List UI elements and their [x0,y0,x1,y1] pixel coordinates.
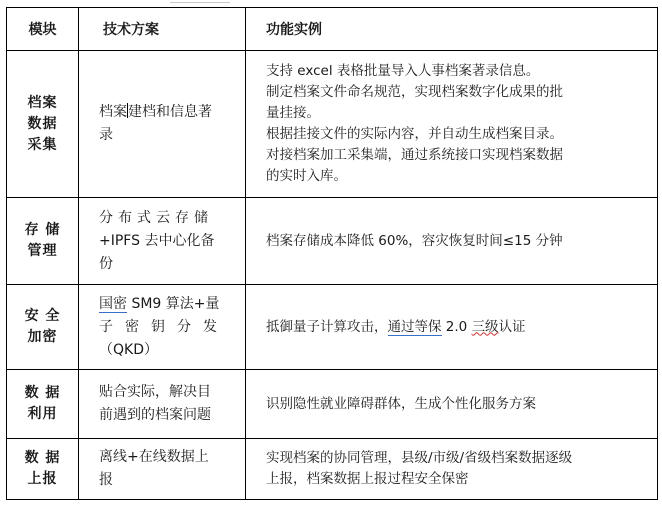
func-line: 根据挂接文件的实际内容，并自动生成档案目录。 [266,126,563,142]
tech-cell [79,198,246,285]
tech-line: 录 [99,127,113,143]
module-line: 存 储 [24,222,61,238]
module-line: 安 全 [24,308,61,324]
func-cell [246,51,658,198]
tech-text: 建档和信息著 [128,104,212,120]
table-header-row [7,8,658,51]
module-line: 数据 [27,115,58,132]
table-row [7,439,658,500]
tech-line: 分布式云存储 [99,209,213,226]
func-cell [246,285,658,370]
func-text: 认证 [498,318,526,335]
tech-cell [79,285,246,370]
func-line: 制定档案文件命名规范，实现档案数字化成果的批 [266,84,563,100]
func-line: 对接档案加工采集端，通过系统接口实现档案数据 [266,147,563,163]
tech-line: +IPFS 去中心化备 [99,232,215,249]
module-cell [7,51,79,198]
table-row [7,370,658,439]
tech-cell [79,439,246,500]
tech-line: 贴合实际，解决目 [99,384,211,400]
tech-spec-table [6,7,658,500]
func-cell [246,198,658,285]
func-line: 量挂接。 [266,105,320,121]
module-line: 利用 [27,406,58,422]
module-line: 数 据 [24,385,61,401]
module-cell [7,198,79,285]
module-line: 采集 [27,136,58,153]
func-text: 2.0 [441,318,472,335]
func-cell [246,439,658,500]
table-row [7,285,658,370]
tech-line [99,293,235,316]
func-text: 通过等保 [387,318,442,335]
table-row [7,51,658,198]
top-border-fragment [170,0,230,3]
func-line: 支持 excel 表格批量导入人事档案著录信息。 [266,63,540,79]
tech-text: 国密 [99,295,127,312]
module-cell [7,439,79,500]
func-text: 抵御量子计算攻击， [266,318,388,335]
tech-cell [79,370,246,439]
header-tech: 技术方案 [79,8,246,51]
tech-line: 子密钥分发 [99,318,229,335]
header-func: 功能实例 [246,8,658,51]
tech-line [99,101,235,124]
func-line: 档案存储成本降低 60%，容灾恢复时间≤15 分钟 [266,232,563,249]
module-line: 上报 [27,471,58,487]
module-line: 档案 [27,94,58,111]
func-line: 的实时入库。 [266,168,347,184]
func-cell [246,370,658,439]
tech-line: 报 [99,472,113,488]
func-text: 三级 [471,318,499,335]
tech-text: 档案 [99,104,127,120]
func-line: 实现档案的协同管理，县级/市级/省级档案数据逐级 [266,450,573,466]
tech-line: 份 [99,255,113,272]
func-line: 识别隐性就业障碍群体，生成个性化服务方案 [266,395,536,412]
tech-line: 离线+在线数据上 [99,449,209,465]
tech-line: 前遇到的档案问题 [99,407,211,423]
module-line: 管理 [27,243,58,259]
table-row [7,198,658,285]
module-cell [7,370,79,439]
module-line: 加密 [27,329,58,345]
func-line: 上报，档案数据上报过程安全保密 [266,471,469,487]
module-line: 数 据 [24,450,61,466]
tech-cell[interactable] [79,51,246,198]
header-module: 模块 [7,8,79,51]
tech-line: （QKD） [99,341,158,358]
module-cell [7,285,79,370]
tech-text: SM9 算法+量 [127,295,220,312]
func-line [266,317,647,338]
